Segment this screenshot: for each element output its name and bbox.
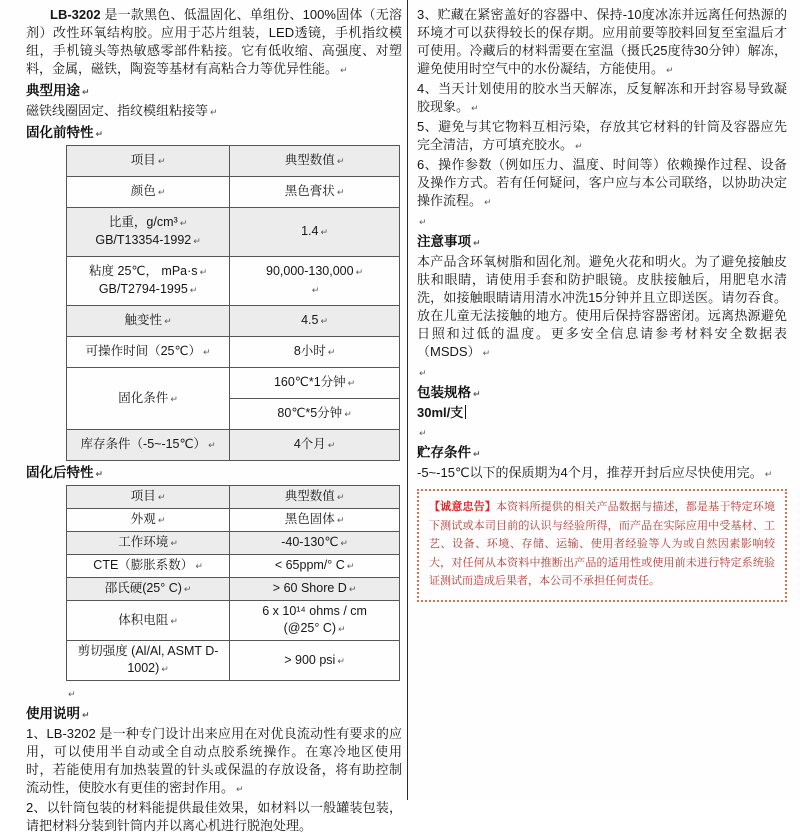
value-cell xyxy=(230,368,400,399)
property-cell xyxy=(67,641,230,681)
property-cell xyxy=(67,208,230,257)
value-text xyxy=(234,263,395,281)
notice-body xyxy=(417,253,787,362)
paragraph-mark-icon: ↵ xyxy=(95,129,104,139)
property-text: 剪切强度 (Al/Al, ASMT D-1002) xyxy=(77,644,219,675)
column-header-item xyxy=(67,486,230,509)
value-text: > 900 psi xyxy=(284,652,336,667)
property-cell xyxy=(67,601,230,641)
paragraph-mark-icon: ↵ xyxy=(236,784,244,794)
table-row xyxy=(67,430,400,461)
section-title-typical-use xyxy=(26,82,402,101)
value-line: 90,000-130,000 xyxy=(266,264,354,278)
paragraph-mark-icon: ↵ xyxy=(195,561,203,571)
property-cell xyxy=(67,430,230,461)
column-header-text: 项目 xyxy=(130,153,156,167)
value-line: 6 x 10¹⁴ ohms / cm xyxy=(262,604,367,618)
section-title-usage xyxy=(26,705,402,724)
table-row xyxy=(67,368,400,399)
table-row xyxy=(67,337,400,368)
value-text: 4.5 xyxy=(301,313,319,327)
property-cell xyxy=(67,257,230,306)
paragraph-mark-icon: ↵ xyxy=(336,156,345,166)
empty-line xyxy=(417,423,787,441)
handling-item xyxy=(417,80,787,117)
packaging-spec xyxy=(417,404,787,422)
value-cell xyxy=(230,430,400,461)
paragraph-mark-icon: ↵ xyxy=(340,538,348,548)
property-cell xyxy=(67,368,230,430)
paragraph-mark-icon: ↵ xyxy=(183,584,192,594)
usage-item-text: 2、以针筒包装的材料能提供最佳效果，如材料以一般罐装包装，请把材料分装到针筒内并以离心机进行脱泡处理。 xyxy=(26,800,402,833)
table-row xyxy=(67,555,400,578)
property-text: 固化条件 xyxy=(118,390,169,405)
paragraph-mark-icon: ↵ xyxy=(157,187,166,197)
value-cell xyxy=(230,208,400,257)
paragraph-mark-icon: ↵ xyxy=(68,689,76,699)
table-row xyxy=(67,532,400,555)
product-intro-text: 是一款黑色、低温固化、单组份、100%固体（无溶剂）改性环氧结构胶。应用于芯片组装，LED透镜，手机指纹模组，手机镜头等热敏感零部件粘接。它有低收缩、高强度、对塑料，金属，磁铁，陶瓷等基材有高粘合力等优异性能。 xyxy=(26,7,402,76)
section-title-notice xyxy=(417,233,787,252)
paragraph-mark-icon: ↵ xyxy=(95,469,104,479)
typical-use-body xyxy=(26,102,402,121)
table-row xyxy=(67,208,400,257)
column-header-text: 项目 xyxy=(130,489,156,503)
value-cell xyxy=(230,509,400,532)
notice-text: 本产品含环氧树脂和固化剂。避免火花和明火。为了避免接触皮肤和眼睛，请使用手套和防护眼镜。皮肤接触后，用肥皂水清洗，如接触眼睛请用清水冲洗15分钟并且立即送医。请勿吞食。放在儿童无法接触的地方。使用后保持容器密闭。远离热源避免日照和过低的温度。更多安全信息请参考材料安全数据表（MSDS） xyxy=(417,254,787,359)
table-row xyxy=(67,509,400,532)
value-text: -40-130℃ xyxy=(281,535,339,549)
paragraph-mark-icon: ↵ xyxy=(473,449,481,459)
paragraph-mark-icon: ↵ xyxy=(484,197,492,207)
value-cell xyxy=(230,177,400,208)
product-name: LB-3202 xyxy=(50,7,101,22)
table-row xyxy=(67,306,400,337)
value-cell xyxy=(230,257,400,306)
property-line: 比重，g/cm³ xyxy=(108,215,178,229)
value-line: (@25° C) xyxy=(283,621,337,635)
paragraph-mark-icon: ↵ xyxy=(179,218,188,228)
paragraph-mark-icon: ↵ xyxy=(336,187,345,197)
value-text xyxy=(234,603,395,620)
paragraph-mark-icon: ↵ xyxy=(338,624,346,634)
paragraph-mark-icon: ↵ xyxy=(311,285,320,295)
table-header-row xyxy=(67,146,400,177)
value-cell xyxy=(230,306,400,337)
disclaimer-box xyxy=(417,489,787,602)
usage-item xyxy=(26,799,402,835)
property-text: 工作环境 xyxy=(118,535,169,549)
storage-body xyxy=(417,464,787,483)
handling-item xyxy=(417,156,787,211)
paragraph-mark-icon: ↵ xyxy=(157,156,166,166)
paragraph-mark-icon: ↵ xyxy=(327,347,336,357)
table-row xyxy=(67,578,400,601)
property-text: 外观 xyxy=(130,512,156,526)
paragraph-mark-icon: ↵ xyxy=(336,492,345,502)
section-title-storage xyxy=(417,444,787,463)
paragraph-mark-icon: ↵ xyxy=(575,141,583,151)
disclaimer-label: 【诚意忠告】 xyxy=(429,501,496,513)
section-title-text: 使用说明 xyxy=(26,706,80,721)
column-header-text: 典型数值 xyxy=(284,153,335,167)
value-cell xyxy=(230,337,400,368)
property-text: 体积电阻 xyxy=(118,612,169,627)
section-title-text: 注意事项 xyxy=(417,234,471,249)
handling-item xyxy=(417,118,787,155)
section-title-text: 贮存条件 xyxy=(417,445,471,460)
empty-line xyxy=(417,212,787,230)
right-column xyxy=(417,6,787,602)
paragraph-mark-icon: ↵ xyxy=(419,428,427,438)
property-text xyxy=(71,214,225,232)
column-divider xyxy=(407,0,408,800)
handling-item xyxy=(417,6,787,79)
column-header-item xyxy=(67,146,230,177)
left-column xyxy=(26,6,402,836)
property-cell xyxy=(67,337,230,368)
value-text: > 60 Shore D xyxy=(272,581,347,595)
section-title-text: 包装规格 xyxy=(417,385,471,400)
property-text xyxy=(71,263,225,281)
value-text: 黑色固体 xyxy=(284,512,335,526)
property-standard xyxy=(71,281,225,299)
paragraph-mark-icon: ↵ xyxy=(320,227,329,237)
paragraph-mark-icon: ↵ xyxy=(170,615,178,626)
section-title-post-cure xyxy=(26,464,402,483)
value-text: 黑色膏状 xyxy=(284,184,335,198)
property-cell xyxy=(67,555,230,578)
value-text: 160℃*1分钟 xyxy=(273,375,346,389)
paragraph-mark-icon: ↵ xyxy=(203,347,211,357)
value-text: < 65ppm/° C xyxy=(274,558,345,572)
usage-item-text: 1、LB-3202 是一种专门设计出来应用在对优良流动性有要求的应用，可以使用半自动或全自动点胶系统操作。在寒冷地区使用时，若能使用有加热装置的针头或保温的存放设备，将有助控制流动性，使胶水有更佳的密封作用。 xyxy=(26,726,402,795)
paragraph-mark-icon: ↵ xyxy=(764,469,773,479)
paragraph-mark-icon: ↵ xyxy=(419,368,427,378)
paragraph-mark-icon: ↵ xyxy=(210,107,218,117)
value-cell xyxy=(230,641,400,681)
table-row xyxy=(67,177,400,208)
value-text-line2 xyxy=(234,620,395,638)
paragraph-mark-icon: ↵ xyxy=(348,584,357,594)
property-cell xyxy=(67,578,230,601)
paragraph-mark-icon: ↵ xyxy=(340,65,348,75)
section-title-text: 典型用途 xyxy=(26,83,80,98)
property-text: 库存条件（-5~-15℃） xyxy=(80,437,207,451)
section-title-text: 固化前特性 xyxy=(26,125,94,140)
table-row xyxy=(67,257,400,306)
paragraph-mark-icon: ↵ xyxy=(337,655,345,666)
handling-item-text: 6、操作参数（例如压力、温度、时间等）依赖操作过程、设备及操作方式。若有任何疑问，客户应与本公司联络，以协助决定操作流程。 xyxy=(417,157,787,208)
column-header-value xyxy=(230,486,400,509)
empty-line xyxy=(234,281,395,299)
paragraph-mark-icon: ↵ xyxy=(471,103,479,113)
column-header-text: 典型数值 xyxy=(284,489,335,503)
table-row xyxy=(67,601,400,641)
paragraph-mark-icon: ↵ xyxy=(419,217,427,227)
section-title-pre-cure xyxy=(26,124,402,143)
paragraph-mark-icon: ↵ xyxy=(193,236,201,246)
value-text: 80℃*5分钟 xyxy=(277,406,343,420)
disclaimer-text: 本资料所提供的相关产品数据与描述，都是基于特定环境下测试或本司目前的认识与经验所得，而产品在实际应用中受基材、工艺、设备、环境、存储、运输、使用者经验等人为或自然因素影响较大，对任何从本资料中推断出产品的适用性或使用前未进行特定系统验证测试而造成后果者，本公司不承担任何责任。 xyxy=(429,501,775,587)
typical-use-text: 磁铁线圈固定、指纹模组粘接等 xyxy=(26,103,209,118)
storage-text: -5~-15℃以下的保质期为4个月，推荐开封后应尽快使用完。 xyxy=(417,465,763,480)
handling-item-text: 5、避免与其它物料互相污染，存放其它材料的针筒及容器应先完全清洁，方可填充胶水。 xyxy=(417,119,787,152)
paragraph-mark-icon: ↵ xyxy=(164,316,172,326)
property-standard xyxy=(71,232,225,250)
paragraph-mark-icon: ↵ xyxy=(473,238,481,248)
paragraph-mark-icon: ↵ xyxy=(82,87,90,97)
paragraph-mark-icon: ↵ xyxy=(355,267,364,277)
standard-text: GB/T13354-1992 xyxy=(95,233,192,247)
text-cursor[interactable] xyxy=(465,405,466,419)
paragraph-mark-icon: ↵ xyxy=(320,316,329,326)
empty-line xyxy=(417,363,787,381)
value-cell xyxy=(230,532,400,555)
table-header-row xyxy=(67,486,400,509)
pre-cure-table xyxy=(66,145,400,461)
property-text: CTE（膨胀系数） xyxy=(93,558,194,572)
section-title-packaging xyxy=(417,384,787,403)
paragraph-mark-icon: ↵ xyxy=(199,267,208,277)
property-text: 颜色 xyxy=(130,184,156,198)
paragraph-mark-icon: ↵ xyxy=(347,378,356,388)
paragraph-mark-icon: ↵ xyxy=(157,515,166,525)
paragraph-mark-icon: ↵ xyxy=(170,393,178,404)
paragraph-mark-icon: ↵ xyxy=(344,409,352,419)
paragraph-mark-icon: ↵ xyxy=(482,348,491,358)
paragraph-mark-icon: ↵ xyxy=(346,561,355,571)
paragraph-mark-icon: ↵ xyxy=(189,285,198,295)
value-text: 8小时 xyxy=(293,344,326,358)
paragraph-mark-icon: ↵ xyxy=(161,664,169,674)
property-cell xyxy=(67,532,230,555)
paragraph-mark-icon: ↵ xyxy=(327,440,336,450)
packaging-spec-text: 30ml/支 xyxy=(417,405,464,420)
property-cell xyxy=(67,509,230,532)
paragraph-mark-icon: ↵ xyxy=(170,538,178,548)
paragraph-mark-icon: ↵ xyxy=(473,389,481,399)
property-cell xyxy=(67,177,230,208)
paragraph-mark-icon: ↵ xyxy=(666,65,674,75)
paragraph-mark-icon: ↵ xyxy=(208,440,216,450)
usage-item xyxy=(26,725,402,798)
handling-item-text: 3、贮藏在紧密盖好的容器中、保持-10度冰冻并远离任何热源的环境才可以获得较长的保存期。应用前要等胶料回复至室温后才可使用。冷藏后的材料需要在室温（摄氏25度待30分钟）解冻，避免使用时空气中的水份凝结，方能使用。 xyxy=(417,7,787,76)
value-text: 1.4 xyxy=(301,224,319,238)
property-cell xyxy=(67,306,230,337)
empty-line xyxy=(66,684,402,702)
value-cell xyxy=(230,555,400,578)
handling-item-text: 4、当天计划使用的胶水当天解冻，反复解冻和开封容易导致凝胶现象。 xyxy=(417,81,787,114)
standard-text: GB/T2794-1995 xyxy=(98,282,188,296)
property-line: 粘度 25℃， mPa·s xyxy=(89,264,198,278)
value-cell xyxy=(230,578,400,601)
column-header-value xyxy=(230,146,400,177)
paragraph-mark-icon: ↵ xyxy=(336,515,345,525)
value-text: 4个月 xyxy=(293,437,326,451)
value-cell xyxy=(230,399,400,430)
property-text: 触变性 xyxy=(124,313,163,327)
table-row xyxy=(67,641,400,681)
section-title-text: 固化后特性 xyxy=(26,465,94,480)
property-text: 邵氏硬(25° C) xyxy=(104,581,182,595)
product-intro xyxy=(26,6,402,79)
value-cell xyxy=(230,601,400,641)
property-text: 可操作时间（25℃） xyxy=(85,344,202,358)
paragraph-mark-icon: ↵ xyxy=(157,492,166,502)
post-cure-table xyxy=(66,485,400,681)
paragraph-mark-icon: ↵ xyxy=(82,710,90,720)
